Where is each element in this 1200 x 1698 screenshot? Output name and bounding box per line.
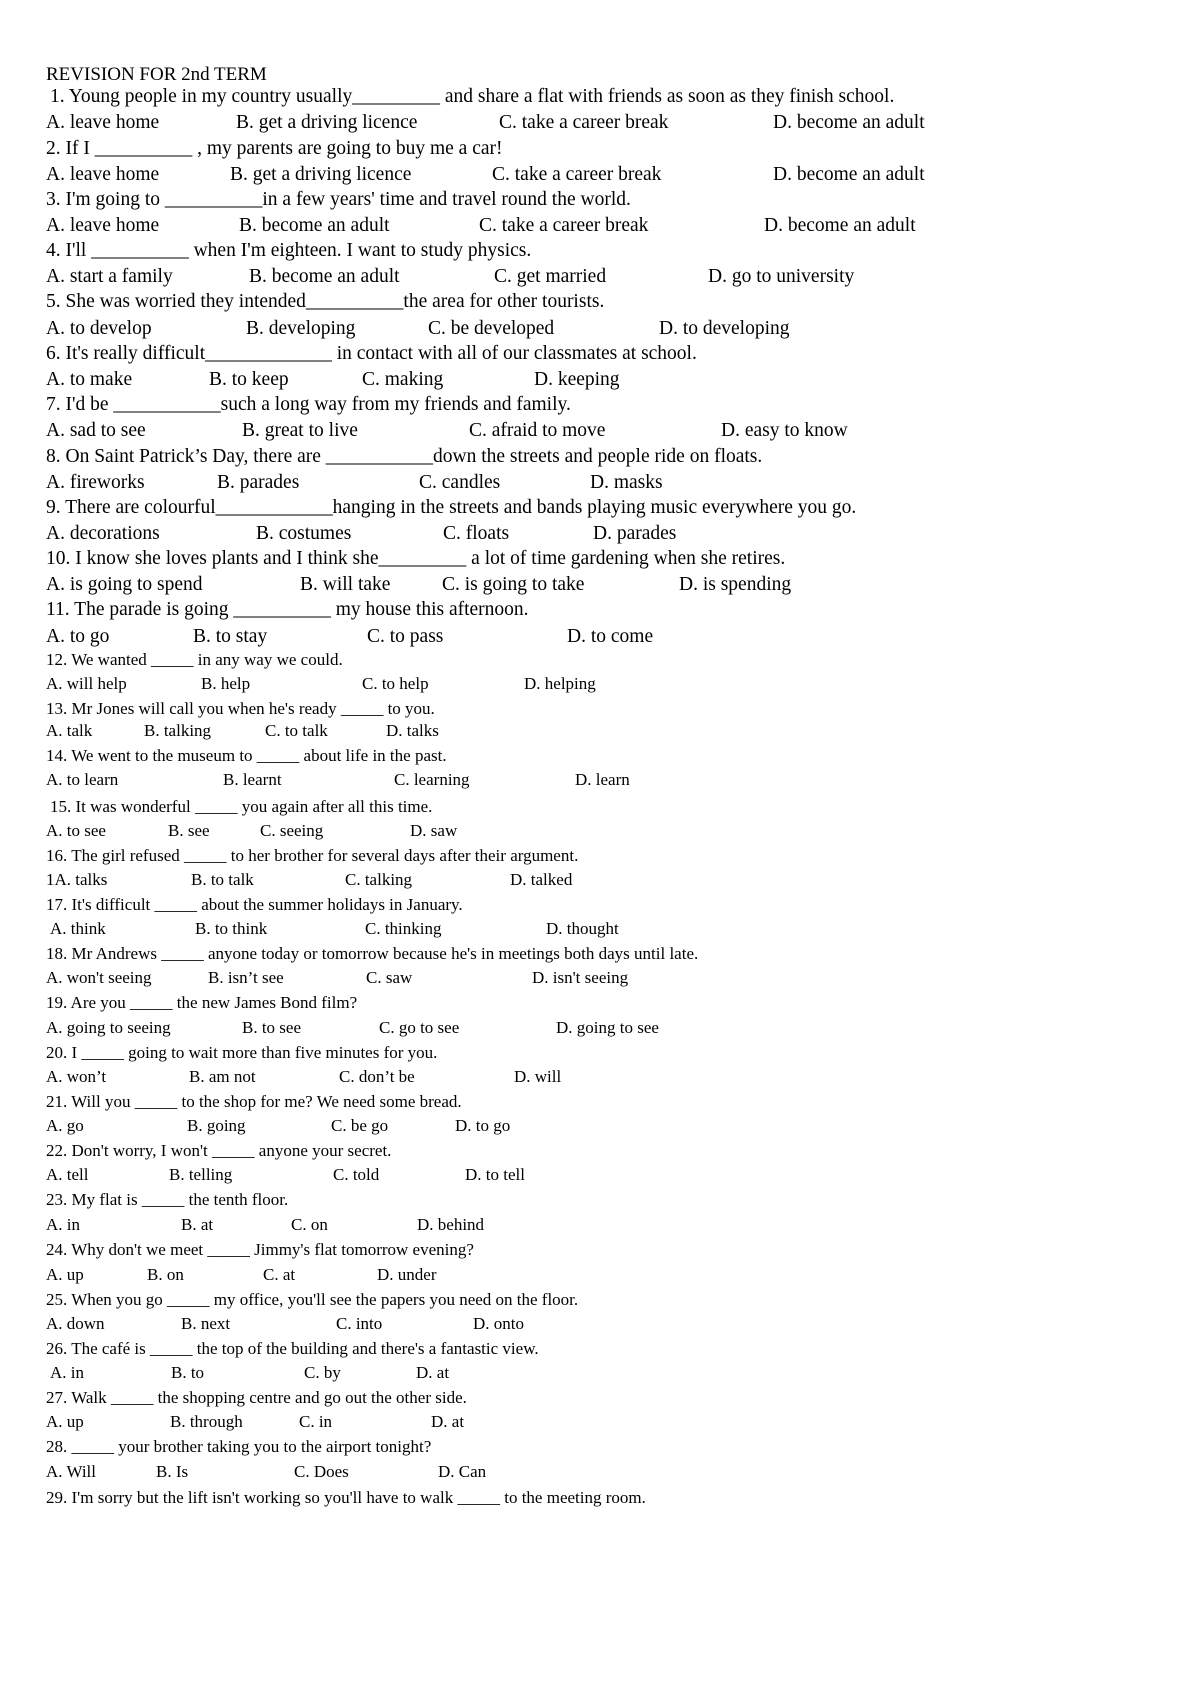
question-2 [46,138,503,160]
answer-option-c: C. be go [331,1116,389,1135]
answer-option-b: B. see [168,821,210,840]
question-number: 6. [46,343,61,364]
question-number: 4. [46,240,61,261]
answer-option-b: B. will take [300,574,391,595]
answer-option-a: A. sad to see [46,420,146,441]
question-number: 9. [46,497,61,518]
question-1 [50,86,894,108]
question-text: I'll __________ when I'm eighteen. I want to study physics. [60,240,532,261]
answer-option-a: A. in [46,1215,80,1234]
answer-option-a: A. leave home [46,112,160,133]
answer-option-a: A. won’t [46,1067,107,1086]
options-row-6 [46,369,946,393]
answer-option-d: D. to developing [659,318,790,339]
answer-option-d: D. at [416,1363,450,1382]
answer-option-d: D. talks [386,721,439,740]
answer-option-a: A. go [46,1116,84,1135]
question-number: 20. [46,1043,68,1062]
options-row-7 [46,420,946,444]
question-number: 11. [46,599,70,620]
question-19 [46,993,357,1013]
answer-option-b: B. am not [189,1067,256,1086]
options-row-13 [46,721,946,745]
question-number: 29. [46,1488,68,1507]
answer-option-c: C. by [304,1363,341,1382]
answer-option-b: B. isn’t see [208,968,284,987]
question-number: 16. [46,846,68,865]
answer-option-b: B. become an adult [249,266,400,287]
question-number: 10. [46,548,71,569]
question-16 [46,846,578,866]
answer-option-d: D. is spending [679,574,792,595]
answer-option-a: A. leave home [46,164,160,185]
answer-option-b: B. next [181,1314,231,1333]
question-text: I know she loves plants and I think she_________ a lot of time gardening when she retires. [70,548,786,569]
answer-option-a: A. up [46,1412,84,1431]
answer-option-c: C. take a career break [499,112,669,133]
question-17 [46,895,463,915]
question-text: If I __________ , my parents are going to buy me a car! [60,138,503,159]
answer-option-b: B. get a driving licence [236,112,418,133]
question-number: 18. [46,944,68,963]
question-text: Are you _____ the new James Bond film? [67,993,358,1012]
question-text: We went to the museum to _____ about life in the past. [67,746,447,765]
question-text: Why don't we meet _____ Jimmy's flat tomorrow evening? [67,1240,474,1259]
options-row-11 [46,626,946,650]
options-row-27 [46,1412,946,1436]
answer-option-a: A. in [50,1363,84,1382]
answer-option-c: C. into [336,1314,383,1333]
answer-option-c: C. afraid to move [469,420,606,441]
question-21 [46,1092,462,1112]
answer-option-d: D. go to university [708,266,855,287]
answer-option-a: A. up [46,1265,84,1284]
answer-option-d: D. become an adult [773,112,925,133]
question-number: 2. [46,138,61,159]
question-text: Don't worry, I won't _____ anyone your secret. [67,1141,392,1160]
answer-option-c: C. to help [362,674,429,693]
answer-option-d: D. behind [417,1215,485,1234]
answer-option-c: C. thinking [365,919,442,938]
question-14 [46,746,447,766]
answer-option-a: A. to make [46,369,133,390]
answer-option-c: C. on [291,1215,328,1234]
question-7 [46,394,571,416]
answer-option-d: D. masks [590,472,663,493]
answer-option-a: A. Will [46,1462,97,1481]
question-5 [46,291,604,313]
answer-option-a: A. down [46,1314,105,1333]
options-row-20 [46,1067,946,1091]
answer-option-d: D. isn't seeing [532,968,629,987]
question-text: It's difficult _____ about the summer holidays in January. [67,895,463,914]
answer-option-c: C. get married [494,266,607,287]
options-row-21 [46,1116,946,1140]
question-text: I'm sorry but the lift isn't working so you'll have to walk _____ to the meeting room. [67,1488,646,1507]
page-title: REVISION FOR 2nd TERM [46,64,267,85]
answer-option-c: C. talking [345,870,413,889]
answer-option-b: B. to [171,1363,205,1382]
question-6 [46,343,697,365]
answer-option-b: B. through [170,1412,243,1431]
options-row-16 [46,870,946,894]
question-text: It's really difficult_____________ in contact with all of our classmates at school. [60,343,697,364]
answer-option-d: D. saw [410,821,458,840]
question-number: 3. [46,189,61,210]
answer-option-a: A. to learn [46,770,119,789]
question-text: She was worried they intended__________the area for other tourists. [60,291,605,312]
answer-option-b: B. developing [246,318,356,339]
answer-option-a: A. fireworks [46,472,145,493]
answer-option-b: B. on [147,1265,184,1284]
answer-option-c: C. seeing [260,821,324,840]
answer-option-b: B. Is [156,1462,189,1481]
answer-option-b: B. to see [242,1018,302,1037]
question-9 [46,497,856,519]
answer-option-a: A. think [50,919,106,938]
options-row-10 [46,574,946,598]
answer-option-d: D. keeping [534,369,620,390]
answer-option-c: C. don’t be [339,1067,415,1086]
question-18 [46,944,698,964]
question-24 [46,1240,474,1260]
question-number: 22. [46,1141,68,1160]
answer-option-a: A. start a family [46,266,173,287]
options-row-19 [46,1018,946,1042]
question-number: 8. [46,446,61,467]
answer-option-b: B. parades [217,472,300,493]
question-text: I'd be ___________such a long way from my friends and family. [60,394,571,415]
question-number: 1. [50,86,65,107]
question-22 [46,1141,391,1161]
answer-option-d: D. become an adult [773,164,925,185]
answer-option-a: A. talk [46,721,93,740]
options-row-1 [46,112,946,136]
question-number: 27. [46,1388,68,1407]
question-number: 28. [46,1437,68,1456]
answer-option-c: C. to talk [265,721,328,740]
question-number: 25. [46,1290,68,1309]
answer-option-a: A. to go [46,626,110,647]
answer-option-b: B. going [187,1116,246,1135]
question-15 [50,797,432,817]
answer-option-b: B. to think [195,919,268,938]
question-number: 15. [50,797,72,816]
question-number: 24. [46,1240,68,1259]
answer-option-c: C. learning [394,770,470,789]
answer-option-d: D. talked [510,870,573,889]
answer-option-c: C. to pass [367,626,444,647]
question-8 [46,446,762,468]
answer-option-b: B. telling [169,1165,233,1184]
question-13 [46,699,435,719]
question-number: 14. [46,746,68,765]
question-26 [46,1339,539,1359]
options-row-28 [46,1462,946,1486]
question-number: 26. [46,1339,68,1358]
question-number: 5. [46,291,61,312]
options-row-2 [46,164,946,188]
answer-option-d: D. become an adult [764,215,916,236]
answer-option-b: B. help [201,674,251,693]
answer-option-d: D. to go [455,1116,511,1135]
answer-option-c: C. take a career break [479,215,649,236]
question-text: My flat is _____ the tenth floor. [67,1190,289,1209]
answer-option-a: A. will help [46,674,127,693]
answer-option-d: D. under [377,1265,437,1284]
question-4 [46,240,531,262]
answer-option-a: 1A. talks [46,870,108,889]
options-row-25 [46,1314,946,1338]
question-11 [46,599,529,621]
options-row-9 [46,523,946,547]
question-number: 21. [46,1092,68,1111]
question-number: 19. [46,993,68,1012]
answer-option-c: C. go to see [379,1018,460,1037]
question-text: The parade is going __________ my house this afternoon. [69,599,529,620]
answer-option-d: D. Can [438,1462,487,1481]
answer-option-d: D. easy to know [721,420,848,441]
answer-option-c: C. in [299,1412,333,1431]
answer-option-a: A. going to seeing [46,1018,171,1037]
answer-option-d: D. thought [546,919,619,938]
options-row-5 [46,318,946,342]
answer-option-a: A. leave home [46,215,160,236]
question-text: Will you _____ to the shop for me? We need some bread. [67,1092,462,1111]
answer-option-b: B. learnt [223,770,282,789]
question-text: When you go _____ my office, you'll see the papers you need on the floor. [67,1290,579,1309]
question-text: I _____ going to wait more than five minutes for you. [67,1043,438,1062]
answer-option-b: B. great to live [242,420,358,441]
question-text: I'm going to __________in a few years' time and travel round the world. [60,189,631,210]
question-text: The girl refused _____ to her brother for several days after their argument. [67,846,579,865]
answer-option-a: A. won't seeing [46,968,152,987]
question-25 [46,1290,578,1310]
question-12 [46,650,343,670]
question-text: _____ your brother taking you to the airport tonight? [67,1437,432,1456]
question-text: Mr Jones will call you when he's ready _____ to you. [67,699,435,718]
question-text: It was wonderful _____ you again after all this time. [71,797,433,816]
question-27 [46,1388,467,1408]
question-28 [46,1437,431,1457]
answer-option-d: D. at [431,1412,465,1431]
options-row-8 [46,472,946,496]
question-29 [46,1488,646,1508]
question-10 [46,548,785,570]
answer-option-a: A. is going to spend [46,574,203,595]
answer-option-c: C. candles [419,472,501,493]
answer-option-d: D. going to see [556,1018,659,1037]
options-row-12 [46,674,946,698]
question-23 [46,1190,288,1210]
answer-option-b: B. to stay [193,626,268,647]
answer-option-b: B. to keep [209,369,289,390]
question-text: There are colourful____________hanging in the streets and bands playing music everywhere you go. [60,497,857,518]
answer-option-c: C. at [263,1265,296,1284]
question-text: Young people in my country usually_________ and share a flat with friends as soon as they finish school. [64,86,895,107]
answer-option-d: D. will [514,1067,562,1086]
answer-option-d: D. onto [473,1314,524,1333]
answer-option-c: C. Does [294,1462,349,1481]
answer-option-c: C. take a career break [492,164,662,185]
answer-option-b: B. talking [144,721,212,740]
options-row-4 [46,266,946,290]
question-text: We wanted _____ in any way we could. [67,650,343,669]
options-row-14 [46,770,946,794]
options-row-17 [50,919,950,943]
options-row-22 [46,1165,946,1189]
answer-option-b: B. get a driving licence [230,164,412,185]
answer-option-a: A. decorations [46,523,160,544]
answer-option-c: C. is going to take [442,574,585,595]
answer-option-a: A. tell [46,1165,89,1184]
answer-option-b: B. costumes [256,523,352,544]
answer-option-a: A. to see [46,821,106,840]
question-text: On Saint Patrick’s Day, there are ___________down the streets and people ride on floats. [60,446,763,467]
options-row-23 [46,1215,946,1239]
answer-option-b: B. at [181,1215,214,1234]
answer-option-d: D. parades [593,523,677,544]
answer-option-c: C. told [333,1165,380,1184]
options-row-3 [46,215,946,239]
answer-option-d: D. to tell [465,1165,525,1184]
question-number: 12. [46,650,68,669]
options-row-24 [46,1265,946,1289]
question-number: 23. [46,1190,68,1209]
question-text: Walk _____ the shopping centre and go out the other side. [67,1388,467,1407]
question-text: Mr Andrews _____ anyone today or tomorrow because he's in meetings both days until late. [67,944,699,963]
answer-option-a: A. to develop [46,318,152,339]
answer-option-c: C. making [362,369,444,390]
question-number: 13. [46,699,68,718]
question-text: The café is _____ the top of the building and there's a fantastic view. [67,1339,539,1358]
question-20 [46,1043,437,1063]
options-row-15 [46,821,946,845]
answer-option-c: C. be developed [428,318,555,339]
options-row-18 [46,968,946,992]
options-row-26 [50,1363,950,1387]
question-number: 7. [46,394,61,415]
answer-option-d: D. to come [567,626,654,647]
answer-option-b: B. become an adult [239,215,390,236]
answer-option-d: D. helping [524,674,596,693]
answer-option-d: D. learn [575,770,630,789]
answer-option-c: C. saw [366,968,413,987]
answer-option-b: B. to talk [191,870,254,889]
answer-option-c: C. floats [443,523,510,544]
question-number: 17. [46,895,68,914]
question-3 [46,189,631,211]
